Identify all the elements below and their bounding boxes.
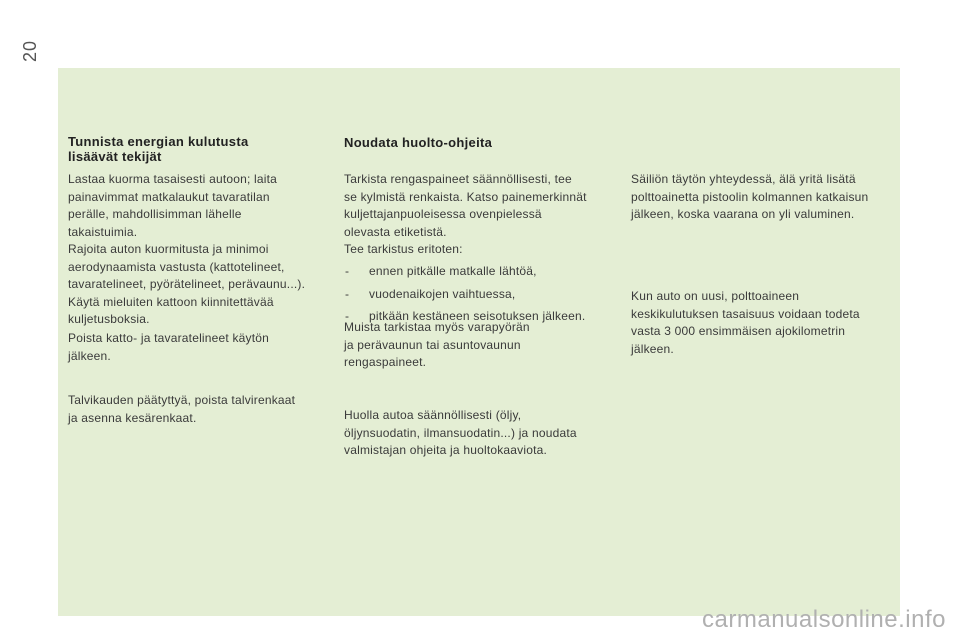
checklist-intro: Tee tarkistus eritoten:	[344, 242, 463, 256]
new-car-paragraph: Kun auto on uusi, polttoaineen keskikulutuksen tasaisuus voidaan todeta vasta 3 000 ensimmäisen ajokilometrin jälkeen.	[631, 289, 860, 356]
checklist-item: - ennen pitkälle matkalle lähtöä,	[344, 263, 624, 281]
watermark-text: carmanualsonline.info	[702, 606, 946, 633]
left-paragraph-3: Poista katto- ja tavaratelineet käytön jälkeen.	[68, 331, 270, 363]
service-paragraph: Huolla autoa säännöllisesti (öljy, öljynsuodatin, ilmansuodatin...) ja noudata valmistajan ohjeita ja huoltokaaviota.	[344, 408, 577, 457]
page-number: 20	[20, 39, 40, 62]
left-column-heading: Tunnista energian kulutusta lisäävät tekijät	[68, 134, 249, 164]
fuel-filling-paragraph: Säiliön täytön yhteydessä, älä yritä lisätä polttoainetta pistoolin kolmannen katkaisun jälkeen, koska vaarana on yli valuminen.	[631, 172, 869, 221]
content-panel	[58, 68, 900, 616]
checklist-item: - vuodenaikojen vaihtuessa,	[344, 286, 624, 304]
left-paragraph-2: Rajoita auton kuormitusta ja minimoi aerodynaamista vastusta (kattotelineet, tavaratelineet, pyörätelineet, perävaunu...). Käytä mieluiten kattoon kiinnitettävää kuljetusboksia.	[68, 242, 306, 326]
left-paragraph-4: Talvikauden päätyttyä, poista talvirenkaat ja asenna kesärenkaat.	[68, 393, 296, 425]
checklist-item: - pitkään kestäneen seisotuksen jälkeen.	[344, 308, 624, 326]
left-paragraph-1: Lastaa kuorma tasaisesti autoon; laita painavimmat matkalaukut tavaratilan perälle, mahdollisimman lähelle takaistuimia.	[68, 172, 278, 239]
tire-pressure-paragraph: Tarkista rengaspaineet säännöllisesti, tee se kylmistä renkaista. Katso painemerkinnät kuljettajanpuoleisessa ovenpielessä olevasta etiketistä.	[344, 172, 587, 239]
middle-column-heading: Noudata huolto-ohjeita	[344, 135, 493, 150]
spare-tire-paragraph: Muista tarkistaa myös varapyörän ja perävaunun tai asuntovaunun rengaspaineet.	[344, 320, 530, 369]
